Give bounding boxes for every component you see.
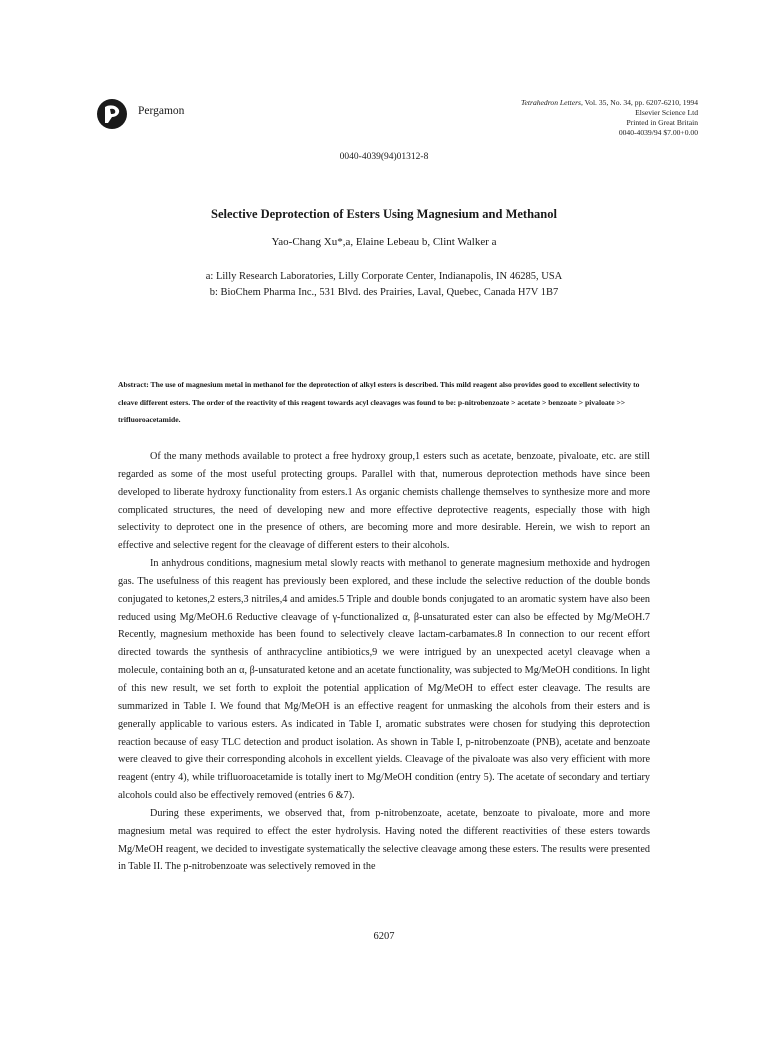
printed-line: Printed in Great Britain (626, 118, 698, 127)
journal-citation (521, 98, 698, 108)
publisher-line: Elsevier Science Ltd (635, 108, 698, 117)
paragraph-3: During these experiments, we observed that, from p-nitrobenzoate, acetate, benzoate to pivaloate, more and more magnesium metal was required to effect the ester hydrolysis. Having noted the different reactivities of these esters towards Mg/MeOH reagent, we decided to investigate systematically the selective cleavage among these esters. The results were presented in Table II. The p-nitrobenzoate was selectively removed in the (118, 807, 650, 873)
paragraph-1: Of the many methods available to protect a free hydroxy group,1 esters such as acetate, benzoate, pivaloate, etc. are still regarded as some of the most useful protecting groups. Parallel with that, numerous deprotection methods have since been developed to liberate hydroxy functionality from esters.1 As organic chemists challenge themselves to synthesize more and more complicated structures, the need of developing new and more effective deprotective reagents, especially those with high selectivity to deprotect one in the presence of others, are becoming more and more desirable. Herein, we wish to report an effective and selective regent for the cleavage of different esters to their alcohols. (118, 451, 650, 552)
publisher-name: Pergamon (138, 105, 185, 117)
issn-price-line: 0040-4039/94 $7.00+0.00 (618, 128, 698, 137)
journal-name: Tetrahedron Letters (521, 98, 581, 107)
body-text (118, 448, 650, 876)
doi-code: 0040-4039(94)01312-8 (339, 152, 429, 162)
journal-citation-block (521, 98, 698, 138)
paragraph-2: In anhydrous conditions, magnesium metal slowly reacts with methanol to generate magnesium methoxide and hydrogen gas. The usefulness of this reagent has previously been explored, and these include the selective reduction of the double bonds conjugated to ketones,2 esters,3 nitriles,4 and amides.5 Triple and double bonds conjugated to an aromatic system have also been reduced using Mg/MeOH.6 Reductive cleavage of γ-functionalized α, β-unsaturated ester can also be effected by Mg/MeOH.7 Recently, magnesium methoxide has been found to selectively cleave lactam-carbamates.8 In connection to our recent effort directed towards the synthesis of anthracycline antibiotics,9 we were intrigued by an unexpected acetyl cleavage when a molecule, containing both an α, β-unsaturated ketone and an acetate functionality, was subjected to Mg/MeOH conditions. In light of this new result, we set forth to exploit the potential application of Mg/MeOH to effect ester cleavage. The results are summarized in Table I. We found that Mg/MeOH is an effective reagent for unmasking the alcohols from their esters and is generally applicable to various esters. As indicated in Table I, aromatic substrates were chosen for studying this deprotection reaction because of easy TLC detection and product isolation. As shown in Table I, p-nitrobenzoate (PNB), acetate and benzoate were cleaved to give their corresponding alcohols in excellent yields. Cleavage of the pivaloate was also very efficient with more reagent (entry 4), while trifluoroacetamide is totally inert to Mg/MeOH condition (entry 5). The acetate of secondary and tertiary alcohols could also be effectively removed (entries 6 &7). (118, 558, 650, 802)
affiliation-b: b: BioChem Pharma Inc., 531 Blvd. des Prairies, Laval, Quebec, Canada H7V 1B7 (209, 287, 559, 298)
abstract (118, 376, 650, 429)
pergamon-logo-icon (96, 98, 128, 130)
abstract-text: The use of magnesium metal in methanol for the deprotection of alkyl esters is described. This mild reagent also provides good to excellent selectivity to cleave different esters. The order of the reactivity of this reagent towards acyl cleavages was found to be: p-nitrobenzoate > acetate > benzoate > pivaloate >> trifluoroacetamide. (118, 380, 640, 424)
authors-line: Yao-Chang Xu*,a, Elaine Lebeau b, Clint Walker a (271, 236, 497, 248)
affiliation-a: a: Lilly Research Laboratories, Lilly Corporate Center, Indianapolis, IN 46285, USA (205, 271, 563, 282)
affiliations (0, 269, 768, 301)
paper-title: Selective Deprotection of Esters Using Magnesium and Methanol (211, 207, 557, 221)
abstract-label: Abstract: (118, 380, 149, 389)
page-number: 6207 (373, 931, 395, 942)
journal-details: , Vol. 35, No. 34, pp. 6207-6210, 1994 (580, 98, 698, 107)
